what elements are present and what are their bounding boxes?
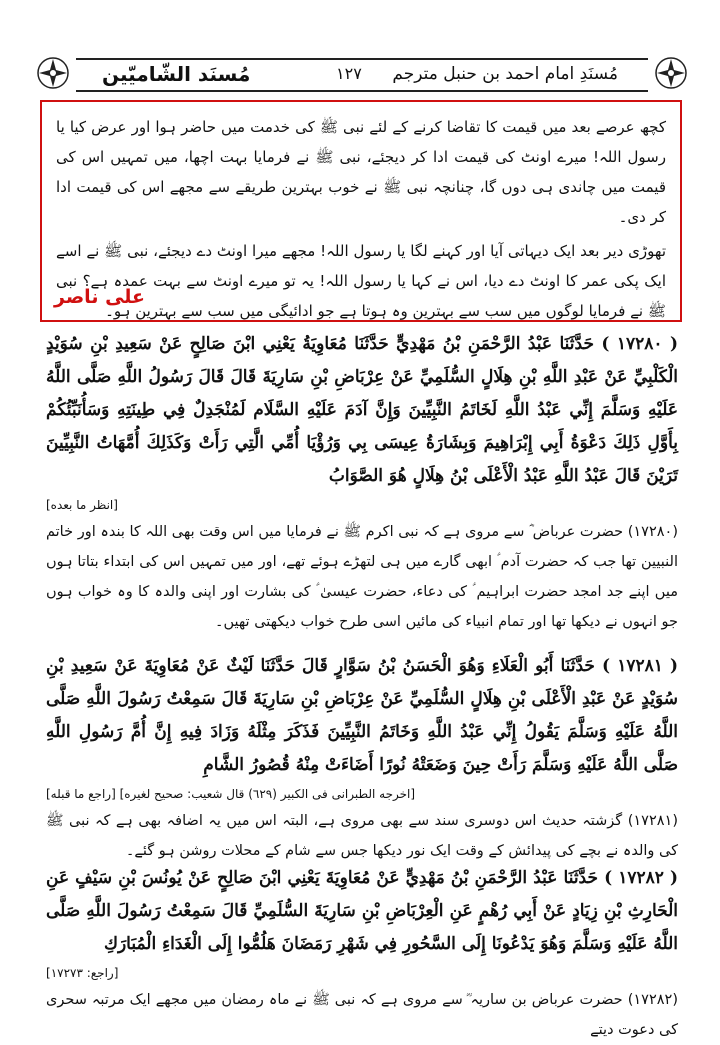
hadith-17282 xyxy=(46,862,678,1045)
page-number: ۱۲۷ xyxy=(336,64,362,83)
floral-ornament-icon xyxy=(36,56,70,90)
highlighted-passage xyxy=(40,100,682,322)
highlight-paragraph-1: کچھ عرصے بعد میں قیمت کا تقاضا کرنے کے لئے نبی ﷺ کی خدمت میں حاضر ہوا اور عرض کیا یا رسول اللہ! میرے اونٹ کی قیمت ادا کر دیجئے، نبی ﷺ نے فرمایا بہت اچھا، میں تمہیں اس کی قیمت میں چاندی ہی دوں گا، چنانچہ نبی ﷺ نے خوب بہترین طریقے سے مجھے اس کی قیمت ادا کر دی۔ xyxy=(56,118,666,226)
hadith-arabic-text: ( ١٧٢٨٢ ) حَدَّثَنَا عَبْدُ الرَّحْمَنِ بْنُ مَهْدِيٍّ عَنْ مُعَاوِيَةَ يَعْنِي ابْنَ صَالِحٍ عَنْ يُونُسَ بْنِ سَيْفٍ عَنِ الْحَارِثِ بْنِ زِيَادٍ عَنْ أَبِي رُهْمٍ عَنِ الْعِرْبَاضِ بْنِ سَارِيَةَ السُّلَمِيِّ قَالَ سَمِعْتُ رَسُولَ اللَّهِ صَلَّى اللَّهُ عَلَيْهِ وَسَلَّمَ وَهُوَ يَدْعُونَا إِلَى السَّحُورِ فِي شَهْرِ رَمَضَانَ هَلُمُّوا إِلَى الْغَدَاءِ الْمُبَارَكِ xyxy=(46,868,678,954)
hadith-reference: [اخرجه الطبرانى فى الكبير (٦٢٩) قال شعيب: صحيح لغيره] [راجع ما قبله] xyxy=(46,787,416,801)
book-title: مُسنَد الشّامیّین xyxy=(102,62,251,86)
hadith-arabic-text: ( ١٧٢٨١ ) حَدَّثَنَا أَبُو الْعَلَاءِ وَهُوَ الْحَسَنُ بْنُ سَوَّارٍ قَالَ حَدَّثَنَا لَيْثٌ عَنْ مُعَاوِيَةَ عَنْ سَعِيدِ بْنِ سُوَيْدٍ عَنْ عَبْدِ الْأَعْلَى بْنِ هِلَالٍ السُّلَمِيِّ عَنْ عِرْبَاضِ بْنِ سَارِيَةَ قَالَ سَمِعْتُ رَسُولَ اللَّهِ صَلَّى اللَّهُ عَلَيْهِ وَسَلَّمَ يَقُولُ إِنِّي عَبْدُ اللَّهِ وَخَاتَمُ النَّبِيِّينَ فَذَكَرَ مِثْلَهُ وَزَادَ فِيهِ إِنَّ أُمَّ رَسُولِ اللَّهِ صَلَّى اللَّهُ عَلَيْهِ وَسَلَّمَ رَأَتْ حِينَ وَضَعَتْهُ نُورًا أَضَاءَتْ مِنْهُ قُصُورُ الشَّامِ xyxy=(46,656,679,775)
hadith-urdu-translation: (۱۷۲۸۱) گزشتہ حدیث اس دوسری سند سے بھی مروی ہے، البتہ اس میں یہ اضافہ بھی ہے کہ نبی ﷺ کی والدہ نے بچے کی پیدائش کے وقت ایک نور دیکھا جس سے شام کے محلات روشن ہو گئے۔ xyxy=(46,813,678,859)
hadith-17281 xyxy=(46,650,678,866)
highlight-paragraph-2: تھوڑی دیر بعد ایک دیہاتی آیا اور کہنے لگا یا رسول اللہ! مجھے میرا اونٹ دے دیجئے، نبی ﷺ نے اسے ایک پکی عمر کا اونٹ دے دیا، اس نے کہا یا رسول اللہ! یہ تو میرے اونٹ سے بہت عمدہ ہے؟ نبی ﷺ نے فرمایا لوگوں میں سب سے بہترین وہ ہوتا ہے جو ادائیگی میں سب سے بہترین ہو۔ xyxy=(56,242,666,320)
hadith-reference: [انظر ما بعده] xyxy=(46,498,118,512)
translator-title: مُسنَدِ امام احمد بن حنبل مترجم xyxy=(392,64,618,84)
hadith-urdu-translation: (۱۷۲۸۰) حضرت عرباض ؓ سے مروی ہے کہ نبی اکرم ﷺ نے فرمایا میں اس وقت بھی اللہ کا بندہ اور خاتم النبیین تھا جب کہ حضرت آدم ؑ ابھی گارے میں ہی لتھڑے ہوئے تھے، اور میں تمہیں اس کی ابتداء بتاتا ہوں میں اپنے جد امجد حضرت ابراہیم ؑ کی دعاء، حضرت عیسیٰ ؑ کی بشارت اور اپنی والدہ کا وہ خواب ہوں جو انہوں نے دیکھا تھا اور تمام انبیاء کی مائیں اسی طرح خواب دیکھتی تھیں۔ xyxy=(46,524,678,630)
hadith-urdu-translation: (۱۷۲۸۲) حضرت عرباض بن ساریہ ؓ سے مروی ہے کہ نبی ﷺ نے ماہ رمضان میں مجھے ایک مرتبہ سحری کی دعوت دیتے xyxy=(46,992,678,1038)
hadith-17280 xyxy=(46,328,678,637)
signature-label: علی ناصر xyxy=(54,286,146,308)
hadith-arabic-text: ( ١٧٢٨٠ ) حَدَّثَنَا عَبْدُ الرَّحْمَنِ بْنُ مَهْدِيٍّ حَدَّثَنَا مُعَاوِيَةُ يَعْنِي ابْنَ صَالِحٍ عَنْ سَعِيدِ بْنِ سُوَيْدٍ الْكَلْبِيِّ عَنْ عَبْدِ اللَّهِ بْنِ هِلَالٍ السُّلَمِيِّ عَنْ عِرْبَاضِ بْنِ سَارِيَةَ قَالَ قَالَ رَسُولُ اللَّهِ صَلَّى اللَّهُ عَلَيْهِ وَسَلَّمَ إِنِّي عَبْدُ اللَّهِ لَخَاتَمُ النَّبِيِّينَ وَإِنَّ آدَمَ عَلَيْهِ السَّلَام لَمُنْجَدِلٌ فِي طِينَتِهِ وَسَأُنَبِّئُكُمْ بِأَوَّلِ ذَلِكَ دَعْوَةُ أَبِي إِبْرَاهِيمَ وَبِشَارَةُ عِيسَى بِي وَرُؤْيَا أُمِّي الَّتِي رَأَتْ وَكَذَلِكَ أُمَّهَاتُ النَّبِيِّينَ تَرَيْنَ قَالَ عَبْدُ اللَّهِ عَبْدُ الْأَعْلَى بْنُ هِلَالٍ هُوَ الصَّوَابُ xyxy=(46,334,678,486)
floral-ornament-icon xyxy=(654,56,688,90)
page-header xyxy=(36,52,688,96)
hadith-reference: [راجع: ١٧٢٧٣] xyxy=(46,966,119,980)
